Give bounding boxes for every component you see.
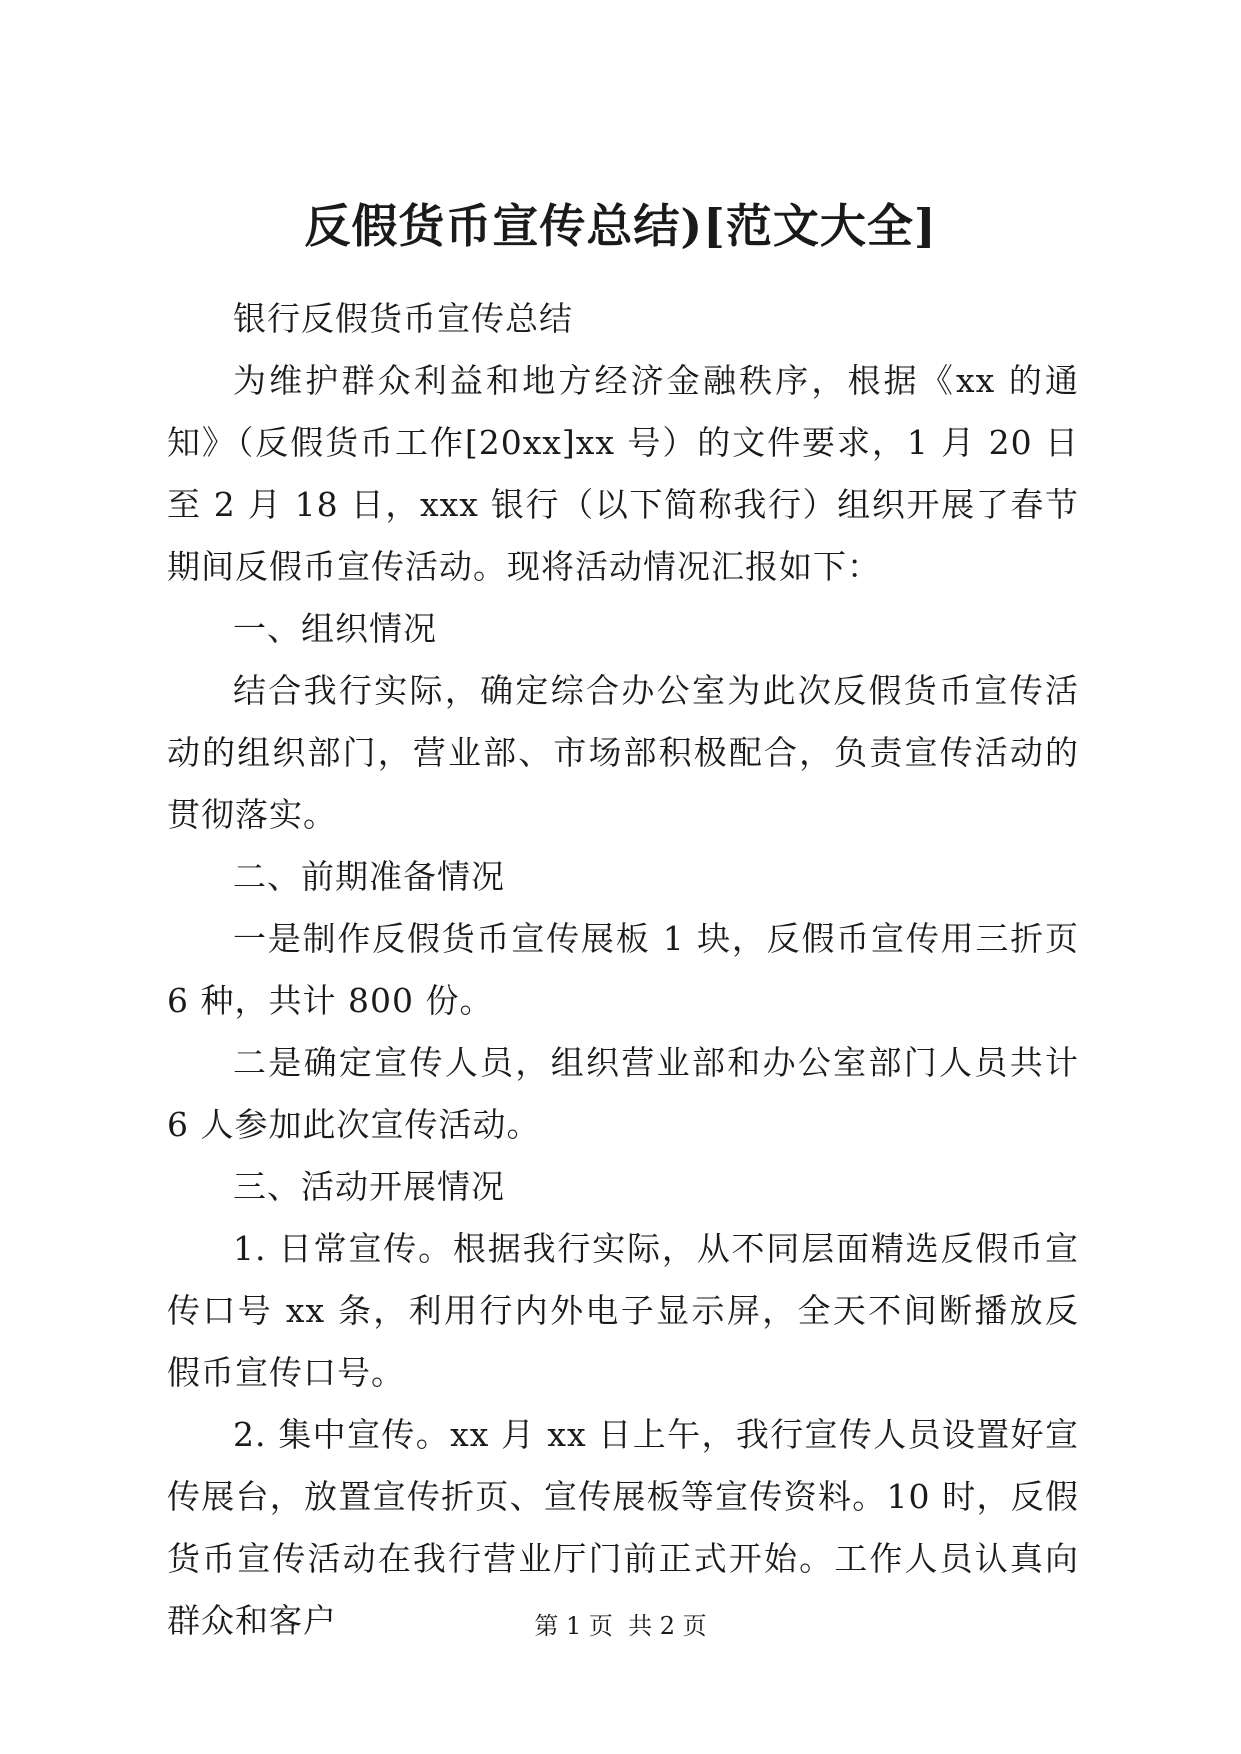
organization-paragraph: 结合我行实际，确定综合办公室为此次反假货币宣传活动的组织部门，营业部、市场部积极配合，负责宣传活动的贯彻落实。 [167,671,1079,834]
section-heading-organization: 一、组织情况 [233,609,437,648]
page-footer [0,1610,1241,1642]
section-heading-preparation: 二、前期准备情况 [233,857,505,896]
preparation-paragraph-2: 二是确定宣传人员，组织营业部和办公室部门人员共计 6 人参加此次宣传活动。 [167,1043,1079,1144]
document-title: 反假货币宣传总结)[范文大全] [304,199,937,253]
section-heading-activities: 三、活动开展情况 [233,1167,505,1206]
activities-paragraph-1: 1. 日常宣传。根据我行实际，从不同层面精选反假币宣传口号 xx 条，利用行内外电子显示屏，全天不间断播放反假币宣传口号。 [167,1229,1079,1392]
activities-paragraph-2: 2. 集中宣传。xx 月 xx 日上午，我行宣传人员设置好宣传展台，放置宣传折页、宣传展板等宣传资料。10 时，反假货币宣传活动在我行营业厅门前正式开始。工作人员认真向群众和客户 [167,1415,1079,1640]
document-body [167,288,1079,1652]
preparation-paragraph-1: 一是制作反假货币宣传展板 1 块，反假币宣传用三折页 6 种，共计 800 份。 [167,919,1079,1020]
page-number-label: 第 1 页 共 2 页 [534,1612,707,1640]
subtitle-paragraph: 银行反假货币宣传总结 [233,299,573,338]
intro-paragraph: 为维护群众利益和地方经济金融秩序，根据《xx 的通知》（反假货币工作[20xx]xx 号）的文件要求，1 月 20 日至 2 月 18 日，xxx 银行（以下简称我行）组织开展了春节期间反假币宣传活动。现将活动情况汇报如下： [167,361,1079,586]
